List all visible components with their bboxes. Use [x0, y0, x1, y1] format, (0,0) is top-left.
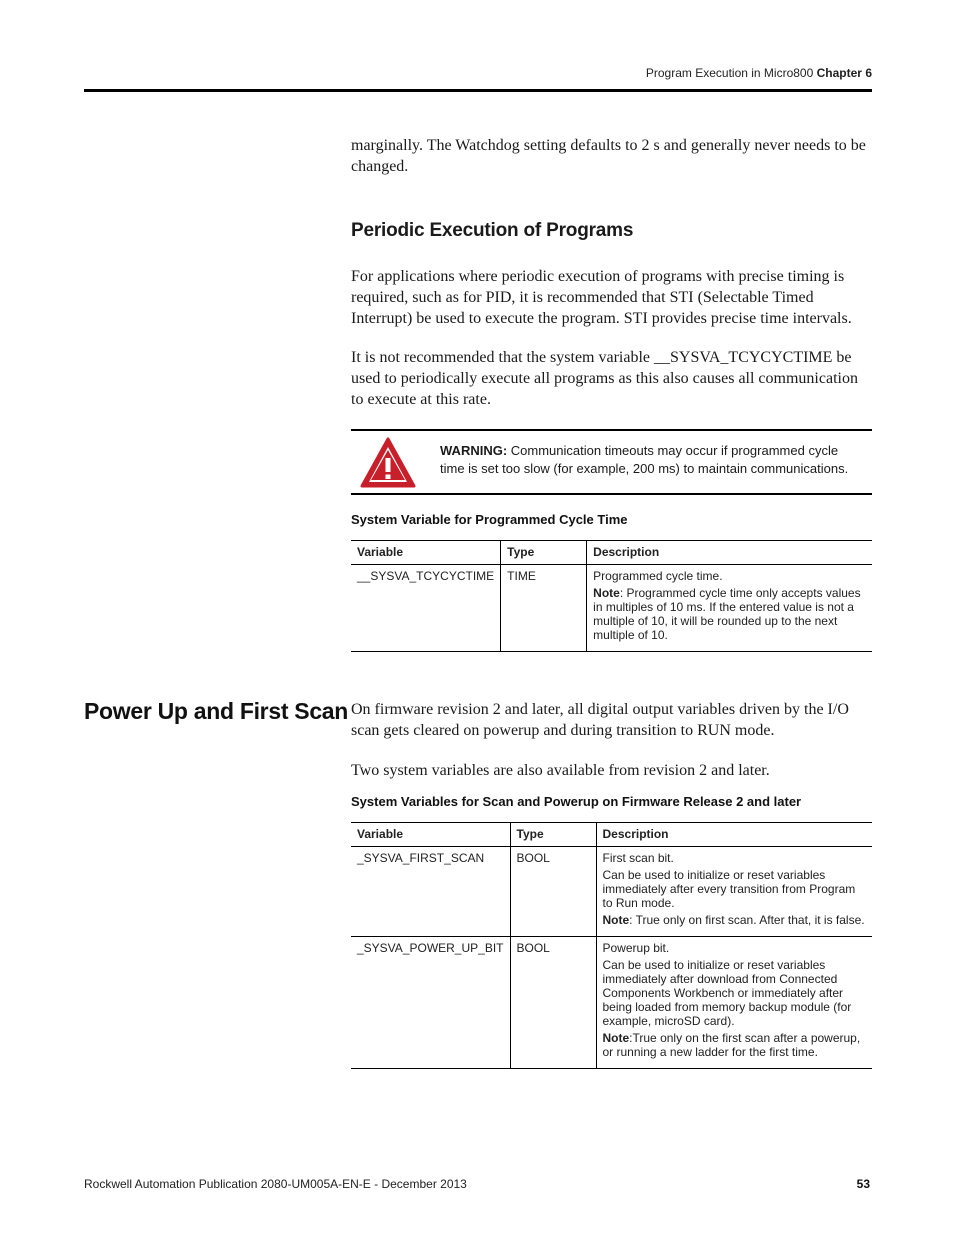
warning-label: WARNING: — [440, 443, 508, 458]
description-detail: Can be used to initialize or reset variables immediately after download from Connected Components Workbench or immediately after being loaded from memory backup module (for example, microSD card). — [602, 958, 852, 1028]
description-line: First scan bit. — [602, 851, 674, 865]
cell-description — [587, 565, 872, 652]
running-header — [646, 66, 872, 80]
warning-bottom-rule — [351, 493, 872, 495]
table-header-row — [351, 823, 872, 847]
column-header-description: Description — [587, 541, 872, 565]
note-text: : True only on first scan. After that, it is false. — [629, 913, 865, 927]
note-text: : Programmed cycle time only accepts values in multiples of 10 ms. If the entered value is not a multiple of 10, it will be rounded up to the next multiple of 10. — [593, 586, 861, 642]
table-caption-cycle-time: System Variable for Programmed Cycle Time — [351, 512, 628, 527]
column-header-variable: Variable — [351, 541, 501, 565]
cell-type: BOOL — [510, 847, 596, 937]
column-header-variable: Variable — [351, 823, 510, 847]
cell-description — [596, 937, 872, 1069]
cell-type: TIME — [501, 565, 587, 652]
note-text: :True only on the first scan after a powerup, or running a new ladder for the first time. — [602, 1031, 861, 1059]
column-header-description: Description — [596, 823, 872, 847]
column-header-type: Type — [501, 541, 587, 565]
table-caption-scan-powerup: System Variables for Scan and Powerup on Firmware Release 2 and later — [351, 794, 802, 809]
cell-variable: _SYSVA_FIRST_SCAN — [351, 847, 510, 937]
table-row — [351, 937, 872, 1069]
note-label: Note — [602, 913, 630, 927]
cell-variable: __SYSVA_TCYCYCTIME — [351, 565, 501, 652]
powerup-paragraph-2: Two system variables are also available from revision 2 and later. — [351, 762, 770, 779]
note-label: Note — [593, 586, 620, 600]
intro-paragraph: marginally. The Watchdog setting defaults to 2 s and generally never needs to be changed. — [351, 137, 866, 175]
cell-description — [596, 847, 872, 937]
note-label: Note — [602, 1031, 630, 1045]
header-rule — [84, 89, 872, 92]
chapter-title: Program Execution in Micro800 — [645, 66, 814, 80]
table-header-row — [351, 541, 872, 565]
periodic-paragraph-1: For applications where periodic execution of programs with precise timing is required, such as for PID, it is recommended that STI (Selectable Timed Interrupt) be used to execute the program. STI provides precise time intervals. — [351, 268, 852, 327]
powerup-paragraph-1: On firmware revision 2 and later, all digital output variables driven by the I/O scan gets cleared on powerup and during transition to RUN mode. — [351, 701, 849, 739]
chapter-label: Chapter 6 — [816, 66, 872, 80]
scan-powerup-table — [351, 822, 872, 1069]
cell-type: BOOL — [510, 937, 596, 1069]
periodic-paragraph-2: It is not recommended that the system variable __SYSVA_TCYCYCTIME be used to periodically execute all programs as this also causes all communication to execute at this rate. — [351, 349, 858, 408]
description-note — [603, 1031, 867, 1059]
cell-variable: _SYSVA_POWER_UP_BIT — [351, 937, 510, 1069]
description-line: Programmed cycle time. — [593, 569, 723, 583]
table-row — [351, 565, 872, 652]
warning-text: Communication timeouts may occur if programmed cycle time is set too slow (for example, 200 ms) to maintain communications. — [440, 443, 849, 476]
section-heading-power-up: Power Up and First Scan — [84, 698, 349, 724]
table-row — [351, 847, 872, 937]
warning-message — [440, 442, 860, 478]
warning-top-rule — [351, 429, 872, 431]
description-note — [603, 913, 867, 927]
description-note — [593, 586, 866, 642]
column-header-type: Type — [510, 823, 596, 847]
description-line: Powerup bit. — [602, 941, 670, 955]
cycle-time-table — [351, 540, 872, 652]
warning-triangle-icon — [360, 436, 416, 488]
footer-publication: Rockwell Automation Publication 2080-UM005A-EN-E - December 2013 — [84, 1177, 467, 1191]
description-detail: Can be used to initialize or reset variables immediately after every transition from Program to Run mode. — [602, 868, 856, 910]
section-heading-periodic: Periodic Execution of Programs — [351, 220, 634, 241]
footer-page-number: 53 — [856, 1177, 870, 1191]
